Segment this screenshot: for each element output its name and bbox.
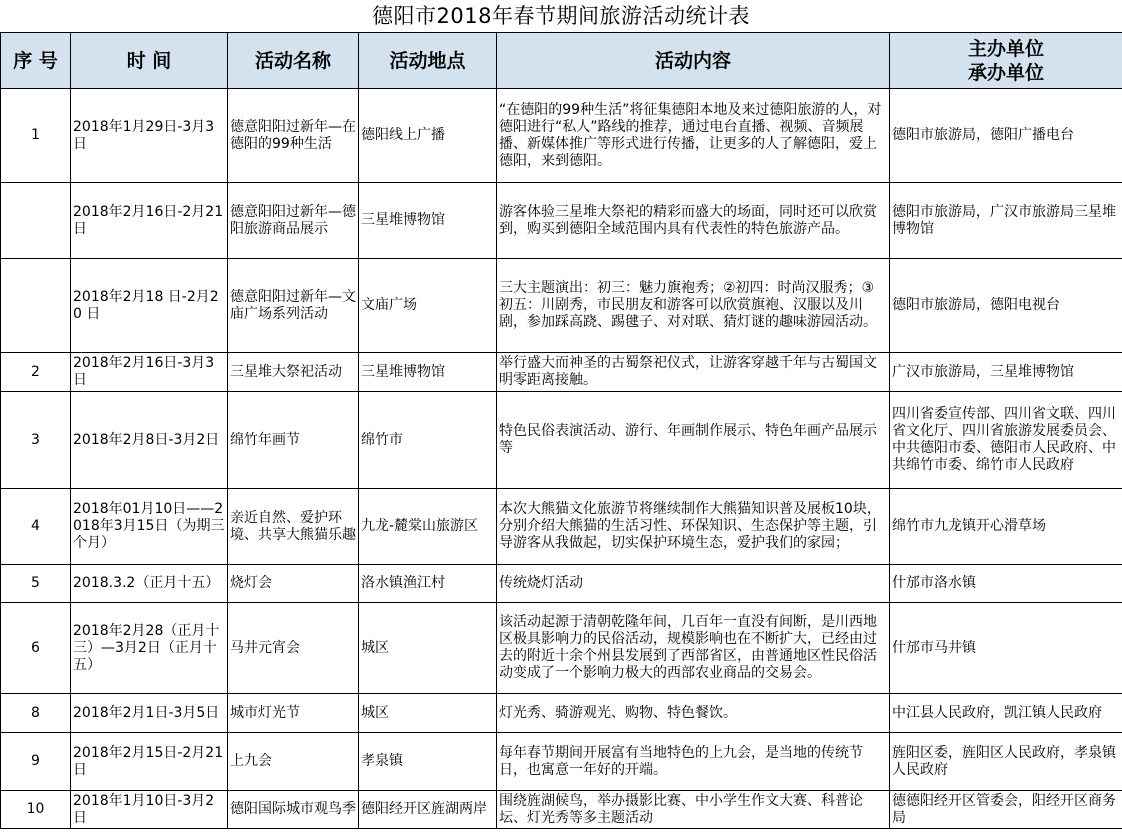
header-org bbox=[890, 33, 1122, 89]
page-title: 德阳市2018年春节期间旅游活动统计表 bbox=[372, 4, 750, 28]
cell-content: 每年春节期间开展富有当地特色的上九会，是当地的传统节日，也寓意一年好的开端。 bbox=[497, 733, 890, 791]
cell-content: 三大主题演出：初三：魅力旗袍秀；②初四：时尚汉服秀；③初五：川剧秀，市民朋友和游客可以欣赏旗袍、汉服以及川剧，参加踩高跷、踢毽子、对对联、猜灯谜的趣味游园活动。 bbox=[497, 259, 890, 353]
cell-place: 三星堆博物馆 bbox=[359, 183, 497, 259]
cell-place: 城区 bbox=[359, 603, 497, 694]
table-row bbox=[1, 353, 1122, 392]
table-row bbox=[1, 791, 1122, 829]
cell-place: 洛水镇渔江村 bbox=[359, 565, 497, 603]
table-row bbox=[1, 694, 1122, 733]
cell-no: 9 bbox=[1, 733, 71, 791]
header-time: 时 间 bbox=[71, 33, 228, 89]
cell-name: 德意阳阳过新年—德阳旅游商品展示 bbox=[228, 183, 359, 259]
cell-no bbox=[1, 183, 71, 259]
cell-name: 绵竹年画节 bbox=[228, 392, 359, 489]
cell-no: 10 bbox=[1, 791, 71, 829]
cell-place: 孝泉镇 bbox=[359, 733, 497, 791]
header-name: 活动名称 bbox=[228, 33, 359, 89]
cell-content: 举行盛大而神圣的古蜀祭祀仪式，让游客穿越千年与古蜀国文明零距离接触。 bbox=[497, 353, 890, 392]
cell-name: 三星堆大祭祀活动 bbox=[228, 353, 359, 392]
cell-place: 德阳线上广播 bbox=[359, 89, 497, 183]
cell-name: 德意阳阳过新年—文庙广场系列活动 bbox=[228, 259, 359, 353]
cell-time: 2018.3.2（正月十五） bbox=[71, 565, 228, 603]
cell-no: 3 bbox=[1, 392, 71, 489]
cell-name: 上九会 bbox=[228, 733, 359, 791]
cell-content: 特色民俗表演活动、游行、年画制作展示、特色年画产品展示等 bbox=[497, 392, 890, 489]
cell-name: 亲近自然、爱护环境、共享大熊猫乐趣 bbox=[228, 489, 359, 565]
table-row bbox=[1, 89, 1122, 183]
cell-no: 4 bbox=[1, 489, 71, 565]
cell-org: 德德阳经开区管委会，阳经开区商务局 bbox=[890, 791, 1122, 829]
cell-time: 2018年2月16日-3月3日 bbox=[71, 353, 228, 392]
table-row bbox=[1, 565, 1122, 603]
cell-org: 旌阳区委，旌阳区人民政府，孝泉镇人民政府 bbox=[890, 733, 1122, 791]
cell-org: 四川省委宣传部、四川省文联、四川省文化厅、四川省旅游发展委员会、中共德阳市委、德阳市人民政府、中共绵竹市委、绵竹市人民政府 bbox=[890, 392, 1122, 489]
header-no: 序 号 bbox=[1, 33, 71, 89]
cell-time: 2018年2月15日-2月21日 bbox=[71, 733, 228, 791]
cell-content: “在德阳的99种生活”将征集德阳本地及来过德阳旅游的人，对德阳进行“私人”路线的推荐，通过电台直播、视频、音频展播、新媒体推广等形式进行传播，让更多的人了解德阳，爱上德阳，来到德阳。 bbox=[497, 89, 890, 183]
cell-content: 传统烧灯活动 bbox=[497, 565, 890, 603]
cell-time: 2018年2月16日-2月21日 bbox=[71, 183, 228, 259]
cell-time: 2018年2月8日-3月2日 bbox=[71, 392, 228, 489]
table-row bbox=[1, 733, 1122, 791]
cell-time: 2018年2月28（正月十三）—3月2日（正月十五） bbox=[71, 603, 228, 694]
cell-no: 8 bbox=[1, 694, 71, 733]
cell-name: 烧灯会 bbox=[228, 565, 359, 603]
cell-place: 城区 bbox=[359, 694, 497, 733]
cell-org: 广汉市旅游局，三星堆博物馆 bbox=[890, 353, 1122, 392]
cell-content: 围绕旌湖候鸟，举办摄影比赛、中小学生作文大赛、科普论坛、灯光秀等多主题活动 bbox=[497, 791, 890, 829]
cell-name: 马井元宵会 bbox=[228, 603, 359, 694]
cell-place: 九龙-麓棠山旅游区 bbox=[359, 489, 497, 565]
cell-no bbox=[1, 259, 71, 353]
table-row bbox=[1, 183, 1122, 259]
cell-name: 德阳国际城市观鸟季 bbox=[228, 791, 359, 829]
cell-no: 2 bbox=[1, 353, 71, 392]
cell-org: 中江县人民政府，凯江镇人民政府 bbox=[890, 694, 1122, 733]
table-row bbox=[1, 259, 1122, 353]
header-org-sponsor: 主办单位 bbox=[967, 37, 1044, 60]
cell-no: 6 bbox=[1, 603, 71, 694]
table-row bbox=[1, 489, 1122, 565]
cell-place: 文庙广场 bbox=[359, 259, 497, 353]
cell-org: 德阳市旅游局，德阳电视台 bbox=[890, 259, 1122, 353]
cell-no: 1 bbox=[1, 89, 71, 183]
cell-org: 什邡市洛水镇 bbox=[890, 565, 1122, 603]
cell-time: 2018年2月1日-3月5日 bbox=[71, 694, 228, 733]
cell-org: 德阳市旅游局，德阳广播电台 bbox=[890, 89, 1122, 183]
cell-content: 该活动起源于清朝乾隆年间，几百年一直没有间断，是川西地区极具影响力的民俗活动，规模影响也在不断扩大，已经由过去的附近十余个州县发展到了西部省区，由普通地区性民俗活动变成了一个影响力极大的西部农业商品的交易会。 bbox=[497, 603, 890, 694]
cell-content: 灯光秀、骑游观光、购物、特色餐饮。 bbox=[497, 694, 890, 733]
cell-org: 绵竹市九龙镇开心滑草场 bbox=[890, 489, 1122, 565]
cell-time: 2018年2月18 日-2月20 日 bbox=[71, 259, 228, 353]
cell-org: 什邡市马井镇 bbox=[890, 603, 1122, 694]
cell-content: 游客体验三星堆大祭祀的精彩而盛大的场面，同时还可以欣赏到，购买到德阳全域范围内具有代表性的特色旅游产品。 bbox=[497, 183, 890, 259]
header-content: 活动内容 bbox=[497, 33, 890, 89]
header-place: 活动地点 bbox=[359, 33, 497, 89]
table-row bbox=[1, 603, 1122, 694]
activity-table bbox=[0, 32, 1122, 829]
cell-org: 德阳市旅游局，广汉市旅游局三星堆博物馆 bbox=[890, 183, 1122, 259]
cell-place: 德阳经开区旌湖两岸 bbox=[359, 791, 497, 829]
cell-name: 城市灯光节 bbox=[228, 694, 359, 733]
table-row bbox=[1, 392, 1122, 489]
cell-place: 绵竹市 bbox=[359, 392, 497, 489]
cell-time: 2018年1月10日-3月2日 bbox=[71, 791, 228, 829]
header-row bbox=[1, 33, 1122, 89]
cell-name: 德意阳阳过新年—在德阳的99种生活 bbox=[228, 89, 359, 183]
cell-content: 本次大熊猫文化旅游节将继续制作大熊猫知识普及展板10块，分别介绍大熊猫的生活习性、环保知识、生态保护等主题，引导游客从我做起，切实保护环境生态，爱护我们的家园； bbox=[497, 489, 890, 565]
cell-no: 5 bbox=[1, 565, 71, 603]
cell-place: 三星堆博物馆 bbox=[359, 353, 497, 392]
cell-time: 2018年1月29日-3月3日 bbox=[71, 89, 228, 183]
header-org-organizer: 承办单位 bbox=[967, 61, 1044, 84]
cell-time: 2018年01月10日——2018年3月15日（为期三个月） bbox=[71, 489, 228, 565]
